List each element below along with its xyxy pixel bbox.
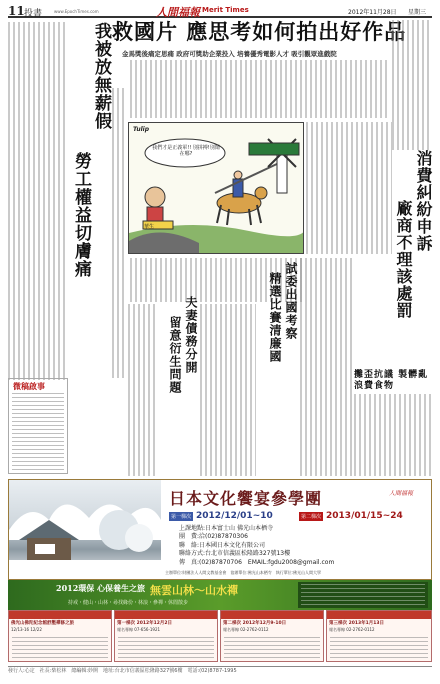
- info-contact-label: 聯 絡:: [179, 541, 200, 549]
- header-url: www.EpochTimes.com: [54, 9, 99, 14]
- info-contact-value: 日本國日本文化有限公司: [199, 541, 266, 549]
- notice-title: 微稿啟事: [13, 382, 45, 391]
- period-1-label: 第一梯次: [171, 513, 192, 520]
- period-1: [169, 510, 273, 522]
- left-headline: [70, 22, 110, 292]
- info-contact: [179, 542, 429, 550]
- cartoon-signature: Tulip: [133, 126, 149, 133]
- ad-4-line: 報名專線 02-2762-0112: [329, 627, 375, 632]
- info-address: [179, 550, 429, 558]
- left-body-text: [8, 22, 68, 380]
- issue-weekday: 星期三: [408, 9, 427, 16]
- info-place-label: 上課地點:: [179, 525, 206, 532]
- info-fee: [179, 533, 429, 541]
- ad-cell-3[interactable]: [220, 610, 324, 662]
- ad-2-line: 報名專線 07-656-1921: [117, 627, 161, 632]
- ad-cell-2[interactable]: [114, 610, 218, 662]
- mid-article-2-headline: [160, 296, 198, 476]
- ad-1-line: 12/13-16 12/22: [11, 627, 42, 632]
- info-fax: [179, 559, 429, 567]
- right-body-text-mid: [306, 122, 392, 254]
- eco-tour-right-panel: [298, 582, 428, 608]
- info-place-value: 日本富士山 佛光山本栖寺: [205, 525, 273, 532]
- info-email-link[interactable]: EMAIL:fgdu2008@gmail.com: [247, 558, 335, 566]
- eco-tour-title: 2012環保 心保養生之旅: [56, 583, 146, 593]
- footer-text: 發行人:心定 社長:柴松林 總編輯:妙開 地址:台北市信義區松隆路327號6樓 電話:(02)8787-1995: [8, 668, 237, 674]
- cartoon-illustration: [129, 123, 304, 254]
- info-address-value: 台北市信義區松隆路327號13樓: [205, 550, 291, 558]
- eco-tour-right-text: [301, 584, 425, 606]
- page-header: [8, 4, 432, 18]
- mid-article-2-line2: 留意衍生問題: [168, 316, 182, 394]
- period-1-dates: 2012/12/01~10: [196, 511, 273, 521]
- right-headline-line2: 廠商不理該處罰: [394, 200, 413, 319]
- ad-cell-1[interactable]: [8, 610, 112, 662]
- info-list: [179, 525, 429, 567]
- left-mid-body: [128, 304, 158, 476]
- cartoon-frame: [128, 122, 304, 254]
- left-headline-line2: 勞工權益切膚痛: [71, 152, 91, 278]
- info-fee-label: 團 費:: [179, 533, 200, 541]
- period-2-label: 第二梯次: [301, 513, 322, 520]
- right-headline-line1: 消費糾紛申訴: [414, 150, 433, 252]
- eco-tour-banner[interactable]: [8, 580, 432, 610]
- main-body-text-top: [130, 60, 390, 118]
- issue-date: 2012年11月28日: [348, 9, 397, 16]
- cartoon-label: 華生: [144, 224, 155, 230]
- notice-box: [8, 378, 68, 474]
- mid-article-1-line2: 精選比賽清廉國: [268, 272, 282, 363]
- info-address-label: 聯絡方式:: [179, 550, 206, 558]
- left-headline-line1: 我被放無薪假: [91, 22, 111, 130]
- eco-tour-subtitle: 持戒・健山・山林・尋找緣份・林浪・參禪・休閒散步: [68, 600, 189, 606]
- japan-banner-title: 日本文化饗宴參學團: [169, 489, 323, 508]
- eco-tour-highlight: 無雲山林～山水禪: [150, 584, 238, 597]
- page-number: 11: [8, 4, 25, 18]
- right-headline: [392, 150, 432, 370]
- ad-3-title: 第二梯次 2012年12月9-10日: [223, 621, 287, 626]
- left-body-text-2: [112, 88, 126, 378]
- right-article-2-body: [354, 394, 432, 476]
- period-2-dates: 2013/01/15~24: [326, 511, 403, 521]
- section-name: 投書: [24, 9, 43, 19]
- right-body-text-top: [392, 20, 432, 150]
- japan-banner-organizers: 主辦單位:財團法人人間文教基金會 協辦單位:佛光山本栖寺 執行單位:佛光山人間大學: [165, 570, 322, 575]
- ad-1-title: 佛光山佛陀紀念館舒壓禪修之旅: [11, 621, 74, 626]
- japan-banner-logo: 人間福報: [389, 490, 414, 497]
- japan-culture-banner[interactable]: [8, 479, 432, 580]
- info-fax-value: (02)87870706: [199, 558, 242, 566]
- ad-2-title: 第一梯次 2012年12月2日: [117, 621, 172, 626]
- right-article-2-headline: 攤歪抗議 製髒亂 浪費食物: [354, 370, 429, 391]
- main-headline: 救國片 應思考如何拍出好作品: [112, 19, 407, 44]
- info-fax-label: 傳 真:: [179, 558, 200, 566]
- main-subhead: 金馬獎後痛定思痛 政府可獎助企業投入 培養優秀電影人才 吸引觀眾進戲院: [122, 50, 337, 58]
- snow-temple-photo: [9, 480, 161, 579]
- brand-logo-english: Merit Times: [202, 6, 249, 14]
- ad-cell-4[interactable]: [326, 610, 432, 662]
- ad-4-title: 第三梯次 2013年1月13日: [329, 621, 384, 626]
- brand-logo: 人間福報: [156, 6, 200, 19]
- event-ad-row: [8, 610, 432, 662]
- mid-article-1-line1: 試委出國考察: [284, 262, 298, 340]
- cartoon-caption: 我們才是正義軍!! 別拼搏!別鬧在哪?: [152, 145, 220, 157]
- mid-article-1-headline: [258, 262, 298, 476]
- period-2: [299, 510, 403, 522]
- mid-article-2-line1: 夫妻債務分開: [184, 296, 198, 374]
- mid-article-1-body: [300, 258, 352, 476]
- notice-body: [12, 393, 64, 471]
- mid-article-2-body: [200, 304, 256, 476]
- page-footer: [8, 666, 432, 676]
- ad-3-line: 報名專線 02-2762-0112: [223, 627, 269, 632]
- info-fee-value: 洽(02)87870306: [199, 533, 248, 541]
